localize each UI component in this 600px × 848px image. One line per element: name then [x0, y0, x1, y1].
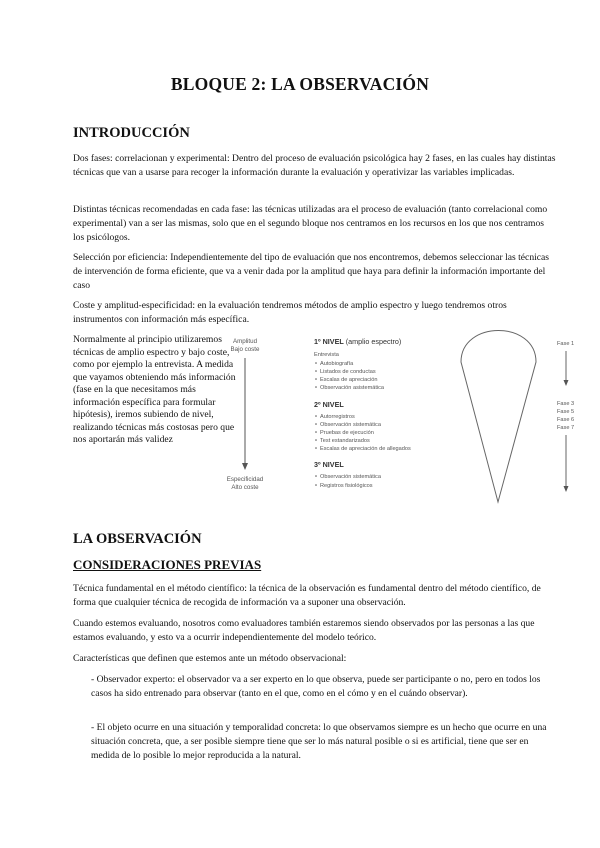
intro-heading: INTRODUCCIÓN [73, 125, 190, 141]
left-arrow-head [242, 463, 248, 470]
level-1-sub: (amplio espectro) [343, 337, 402, 346]
cone-shape [461, 331, 536, 503]
level-2-item: Escalas de apreciación de allegados [320, 446, 411, 452]
observacion-bullet-2: - El objeto ocurre en una situación y temporalidad concreta: lo que observamos siempre es un hecho que ocurre en una situación concreta, que, a ser posible siempre tiene que ser lo más natural posible o si es artificial, tiene que ser en medida de lo posible lo mejor reproducida a la natural. [91, 722, 547, 762]
observacion-bullet-1: - Observador experto: el observador va a ser experto en lo que observa, puede ser participante o no, pero en todos los casos ha sido entrenado para observar (tanto en el que, como en el cómo y en el cuándo observar). [91, 674, 541, 700]
bajo-coste-label: Bajo coste [230, 346, 260, 353]
level-2-heading: 2º NIVEL [314, 400, 344, 409]
phase-label: Fase 7 [557, 425, 575, 431]
amplitud-label: Amplitud [232, 338, 258, 345]
observacion-heading: LA OBSERVACIÓN [73, 531, 202, 547]
level-1-item: Entrevista [314, 352, 339, 358]
page-title: BLOQUE 2: LA OBSERVACIÓN [170, 74, 430, 94]
level-1-item: Escalas de apreciación [320, 377, 378, 383]
level-2-item: Pruebas de ejecución [320, 430, 374, 436]
intro-side-text: Normalmente al principio utilizaremos técnicas de amplio espectro y bajo coste, como por ejemplo la entrevista. A medida que vayamos obteniendo más información (fase en la que necesitamos más información específica para formular hipótesis), iremos subiendo de nivel, realizando técnicas más costosas pero que nos aportarán más validez [73, 334, 236, 445]
level-3-item: Observación sistemática [320, 474, 381, 480]
level-2-item: Observación sistemática [320, 422, 381, 428]
observacion-paragraph-1: Técnica fundamental en el método científico: la técnica de la observación es fundamental dentro del método científico, de forma que cualquier técnica de recogida de información va a suponer una observación. [73, 583, 541, 609]
intro-paragraph-1: Dos fases: correlacionan y experimental: Dentro del proceso de evaluación psicológica hay 2 fases, en las cuales hay distintas técnicas que van a usarse para recoger la información durante la evaluación y operativizar las variables implicadas. [73, 153, 556, 179]
level-bullets [315, 362, 317, 486]
phase-label: Fase 3 [557, 401, 575, 407]
observacion-paragraph-3: Características que definen que estemos ante un método observacional: [73, 653, 347, 664]
observacion-subheading: CONSIDERACIONES PREVIAS [73, 557, 262, 572]
intro-paragraph-4: Coste y amplitud-especificidad: en la evaluación tendremos métodos de amplio espectro y luego tendremos otros instrumentos con información más específica. [73, 300, 507, 326]
level-2-item: Test estandarizados [320, 438, 370, 444]
alto-coste-label: Alto coste [231, 484, 259, 491]
level-2-item: Autorregistros [320, 414, 355, 420]
level-1-item: Autobiografía [320, 361, 354, 367]
level-1-item: Listados de conductas [320, 369, 376, 375]
phase-arrow-2-head [564, 486, 569, 492]
level-1-heading-text [314, 337, 401, 346]
especificidad-label: Especificidad [226, 476, 264, 483]
level-3-heading: 3º NIVEL [314, 460, 344, 469]
phase-label: Fase 1 [557, 341, 575, 347]
level-1-item: Observación asistemática [320, 385, 385, 391]
phase-label: Fase 5 [557, 409, 575, 415]
phase-label: Fase 6 [557, 417, 575, 423]
observacion-paragraph-2: Cuando estemos evaluando, nosotros como evaluadores también estaremos siendo observados por las personas a las que estamos evaluando, y esto va a ocurrir independientemente del modelo teórico. [73, 618, 535, 644]
intro-paragraph-2: Distintas técnicas recomendadas en cada fase: las técnicas utilizadas ara el proceso de evaluación (tanto correlacional como experimental) van a ser las mismas, solo que en el segundo bloque nos centramos en los recursos en los que nos centramos los psicólogos. [73, 204, 548, 244]
phase-arrow-1-head [564, 380, 569, 386]
intro-paragraph-3: Selección por eficiencia: Independientemente del tipo de evaluación que nos encontremos, debemos seleccionar las técnicas de intervención de forma eficiente, que va a venir dada por la amplitud que haya para definir la información importante del caso [73, 252, 550, 292]
level-3-item: Registros fisiológicos [320, 483, 373, 489]
level-1-heading: 1º NIVEL [314, 337, 344, 346]
